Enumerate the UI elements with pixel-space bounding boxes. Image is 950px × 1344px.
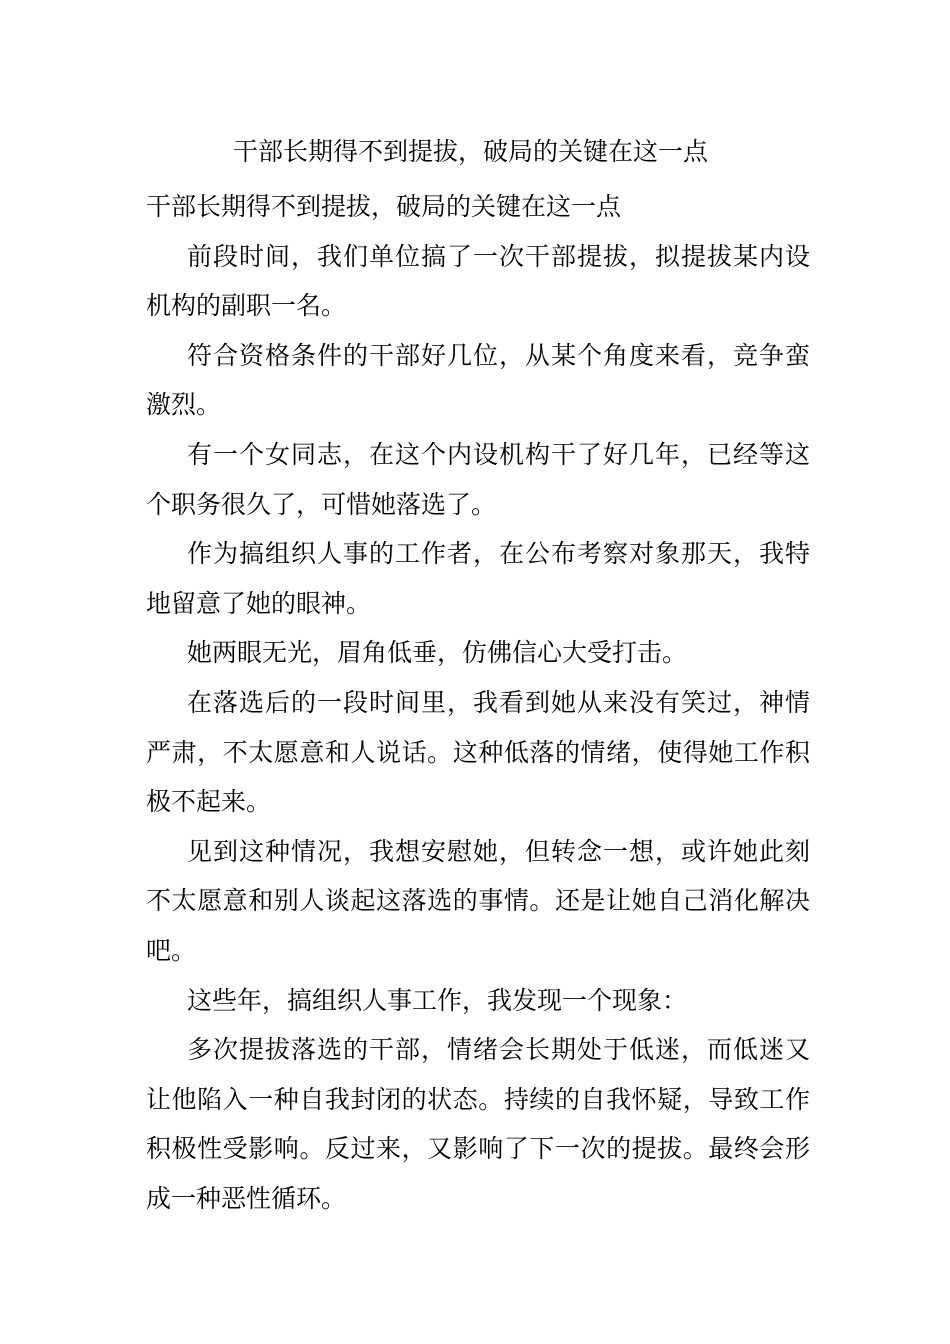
- paragraph: 作为搞组织人事的工作者，在公布考察对象那天，我特地留意了她的眼神。: [146, 539, 810, 618]
- paragraph: 这些年，搞组织人事工作，我发现一个现象：: [187, 985, 688, 1015]
- paragraph: 有一个女同志，在这个内设机构干了好几年，已经等这个职务很久了，可惜她落选了。: [146, 439, 810, 519]
- paragraph: 多次提拔落选的干部，情绪会长期处于低迷，而低迷又让他陷入一种自我封闭的状态。持续的自我怀疑，导致工作积极性受影响。反过来，又影响了下一次的提拔。最终会形成一种恶性循环。: [146, 1035, 810, 1213]
- paragraph: 前段时间，我们单位搞了一次干部提拔，拟提拔某内设机构的副职一名。: [146, 241, 810, 321]
- paragraph: 见到这种情况，我想安慰她，但转念一想，或许她此刻不太愿意和别人谈起这落选的事情。还是让她自己消化解决吧。: [146, 836, 810, 965]
- document-title: 干部长期得不到提拔，破局的关键在这一点: [233, 137, 709, 166]
- paragraph: 她两眼无光，眉角低垂，仿佛信心大受打击。: [187, 638, 688, 668]
- paragraph-heading-repeat: 干部长期得不到提拔，破局的关键在这一点: [146, 192, 622, 221]
- paragraph: 在落选后的一段时间里，我看到她从来没有笑过，神情严肃，不太愿意和人说话。这种低落的情绪，使得她工作积极不起来。: [146, 687, 810, 817]
- paragraph: 符合资格条件的干部好几位，从某个角度来看，竞争蛮激烈。: [146, 340, 810, 420]
- document-body: [146, 182, 810, 1223]
